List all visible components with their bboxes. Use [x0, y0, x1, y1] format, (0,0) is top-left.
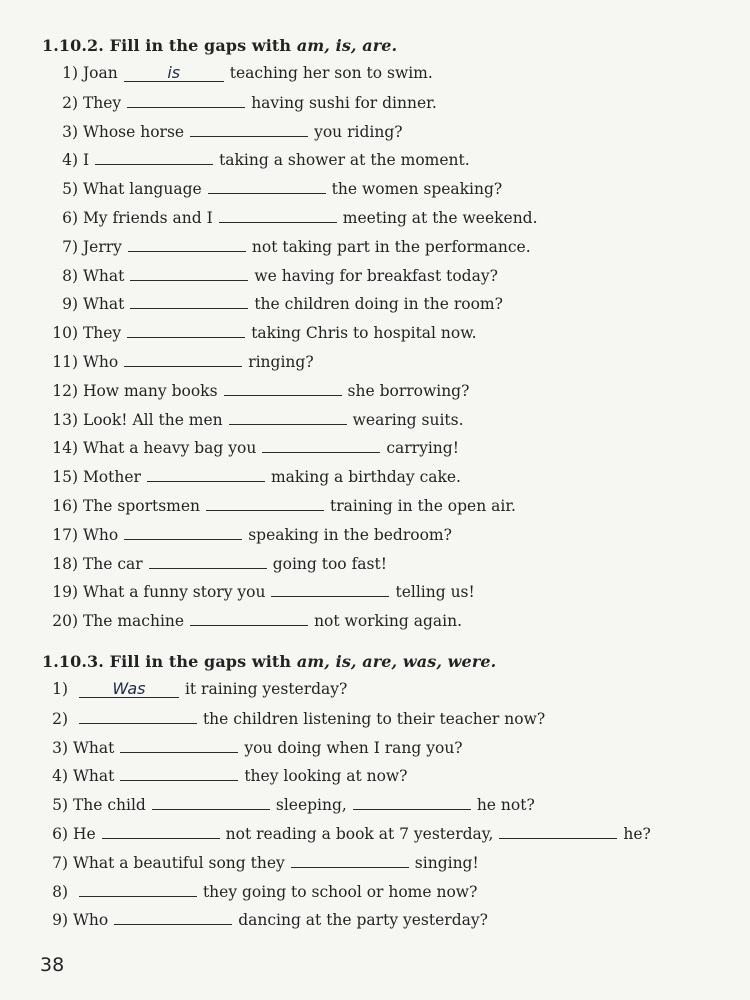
item-text-after: having sushi for dinner.	[251, 93, 437, 112]
answer-blank[interactable]	[190, 609, 308, 626]
answer-blank[interactable]: is	[124, 65, 224, 82]
answer-blank[interactable]	[147, 465, 265, 482]
exercise-item	[48, 264, 498, 286]
item-number: 2)	[52, 709, 68, 728]
item-text-after: you doing when I rang you?	[244, 738, 463, 757]
item-text-before: What	[72, 738, 115, 757]
item-text-before: They	[82, 93, 122, 112]
item-number: 1)	[52, 680, 68, 698]
item-number: 1)	[62, 64, 78, 82]
answer-blank[interactable]	[206, 494, 324, 511]
answer-blank[interactable]	[102, 822, 220, 839]
item-number: 7)	[52, 853, 68, 872]
answer-blank[interactable]	[353, 793, 471, 810]
item-number: 17)	[52, 525, 78, 544]
heading-words: am, is, are, was, were.	[296, 652, 497, 671]
item-number: 18)	[52, 554, 78, 573]
answer-blank[interactable]: Was	[79, 681, 179, 698]
item-text-before: Who	[72, 911, 109, 930]
item-text-after: we having for breakfast today?	[254, 266, 498, 285]
item-text-after: dancing at the party yesterday?	[238, 911, 488, 930]
exercise-item	[48, 379, 469, 401]
exercise-item	[48, 120, 403, 142]
item-number: 3)	[62, 122, 78, 141]
item-number: 5)	[52, 796, 68, 815]
exercise-item	[48, 494, 516, 516]
exercise-item	[44, 851, 479, 873]
item-text-after: going too fast!	[272, 554, 387, 573]
exercise-item	[48, 292, 503, 314]
answer-blank[interactable]	[262, 436, 380, 453]
item-text-before: My friends and I	[82, 209, 213, 227]
item-number: 6)	[62, 209, 78, 227]
item-text-before: Joan	[82, 64, 118, 82]
item-number: 10)	[52, 324, 78, 343]
item-text-before: I	[82, 151, 90, 170]
heading-words: am, is, are.	[296, 36, 398, 55]
answer-blank[interactable]	[208, 177, 326, 194]
exercise-item	[48, 609, 462, 631]
item-text-after: the children doing in the room?	[254, 295, 503, 314]
answer-blank[interactable]	[120, 736, 238, 753]
item-text-after: speaking in the bedroom?	[248, 525, 452, 544]
item-number: 20)	[52, 612, 78, 631]
item-text-before: Whose horse	[82, 122, 185, 141]
page-number: 38	[40, 954, 65, 976]
item-text-after: he not?	[476, 796, 535, 815]
exercise-item	[44, 707, 545, 729]
item-number: 12)	[52, 381, 78, 400]
exercise-item	[48, 206, 538, 228]
answer-blank[interactable]	[229, 408, 347, 425]
item-text-after: she borrowing?	[347, 381, 470, 400]
exercise-item	[44, 908, 488, 930]
item-text-after: wearing suits.	[352, 410, 464, 429]
item-text-after: not working again.	[314, 612, 463, 631]
answer-blank[interactable]	[291, 851, 409, 868]
exercise-item	[48, 148, 470, 170]
item-text-before: What a beautiful song they	[72, 853, 285, 872]
exercise-item	[48, 436, 459, 458]
exercise-item	[48, 62, 433, 84]
item-text-after: taking Chris to hospital now.	[251, 324, 477, 343]
item-text-before: Who	[82, 525, 119, 544]
answer-blank[interactable]	[499, 822, 617, 839]
item-number: 15)	[52, 468, 78, 487]
item-text-after: singing!	[414, 853, 479, 872]
answer-blank[interactable]	[79, 707, 197, 724]
item-text-before: The machine	[82, 612, 185, 631]
item-text-after: it raining yesterday?	[184, 680, 348, 698]
item-text-after: the women speaking?	[331, 180, 503, 199]
exercise-item	[44, 822, 651, 844]
answer-blank[interactable]	[149, 552, 267, 569]
item-text-before: What	[82, 266, 125, 285]
heading-text: Fill in the gaps with	[109, 36, 292, 55]
item-number: 5)	[62, 180, 78, 199]
exercise-item	[48, 350, 314, 372]
item-text-after: he?	[623, 825, 651, 843]
answer-blank[interactable]	[219, 206, 337, 223]
heading-number: 1.10.3.	[42, 652, 104, 671]
item-text-after: not taking part in the performance.	[251, 237, 531, 256]
item-text-before: The child	[72, 796, 146, 815]
item-text-after: training in the open air.	[330, 497, 516, 515]
exercise-item	[48, 177, 502, 199]
item-text-before: What a funny story you	[82, 583, 266, 602]
item-text-before: What a heavy bag you	[82, 439, 257, 458]
item-text-before: The car	[82, 554, 143, 573]
answer-blank[interactable]	[224, 379, 342, 396]
answer-blank[interactable]	[130, 264, 248, 281]
item-text-before: The sportsmen	[82, 497, 201, 515]
exercise-item	[48, 235, 531, 257]
item-text-before: What	[72, 767, 115, 786]
item-text-after: taking a shower at the moment.	[219, 151, 470, 170]
answer-blank[interactable]	[79, 880, 197, 897]
item-number: 4)	[52, 767, 68, 786]
item-number: 3)	[52, 738, 68, 757]
item-text-before: They	[82, 324, 122, 343]
item-text-before: What language	[82, 180, 202, 199]
item-text-before: Who	[82, 353, 119, 371]
exercise-heading-1-10-3	[42, 652, 496, 671]
item-text-before: How many books	[82, 381, 218, 400]
item-number: 9)	[52, 911, 68, 930]
answer-blank[interactable]	[120, 764, 238, 781]
heading-text: Fill in the gaps with	[109, 652, 292, 671]
answer-blank[interactable]	[190, 120, 308, 137]
answer-blank[interactable]	[127, 91, 245, 108]
item-text-before: Jerry	[82, 237, 122, 256]
exercise-item	[44, 793, 535, 815]
item-number: 9)	[62, 295, 78, 314]
item-number: 6)	[52, 825, 68, 843]
exercise-item	[48, 465, 461, 487]
item-number: 8)	[62, 266, 78, 285]
item-text-after: telling us!	[395, 583, 475, 602]
item-text-before: Mother	[82, 468, 141, 487]
item-number: 14)	[52, 439, 78, 458]
item-text-after: sleeping,	[275, 796, 347, 815]
answer-blank[interactable]	[95, 148, 213, 165]
exercise-heading-1-10-2	[42, 36, 397, 55]
item-text-before: Look! All the men	[82, 410, 223, 429]
exercise-item	[44, 880, 477, 902]
item-text-after: the children listening to their teacher now?	[202, 709, 546, 728]
exercise-item	[44, 736, 463, 758]
exercise-item	[48, 552, 387, 574]
item-text-after: you riding?	[314, 122, 403, 141]
exercise-item	[48, 523, 452, 545]
exercise-item	[48, 580, 475, 602]
item-number: 19)	[52, 583, 78, 602]
item-text-before: He	[72, 825, 96, 843]
item-text-after: they going to school or home now?	[202, 882, 478, 901]
item-number: 16)	[52, 497, 78, 515]
item-number: 8)	[52, 882, 68, 901]
answer-blank[interactable]	[127, 321, 245, 338]
item-text-after: teaching her son to swim.	[229, 64, 433, 82]
exercise-item	[48, 321, 477, 343]
item-number: 13)	[52, 410, 78, 429]
answer-blank[interactable]	[130, 292, 248, 309]
item-number: 4)	[62, 151, 78, 170]
item-text-before: What	[82, 295, 125, 314]
answer-blank[interactable]	[124, 523, 242, 540]
exercise-item	[48, 408, 464, 430]
answer-blank[interactable]	[114, 908, 232, 925]
exercise-item	[44, 764, 408, 786]
item-text-after: meeting at the weekend.	[342, 209, 538, 227]
item-text-after: they looking at now?	[244, 767, 408, 786]
answer-blank[interactable]	[128, 235, 246, 252]
answer-blank[interactable]	[271, 580, 389, 597]
item-text-after: ringing?	[248, 353, 314, 371]
heading-number: 1.10.2.	[42, 36, 104, 55]
item-number: 7)	[62, 237, 78, 256]
answer-blank[interactable]	[152, 793, 270, 810]
answer-blank[interactable]	[124, 350, 242, 367]
item-text-after: carrying!	[386, 439, 459, 458]
item-text-after: not reading a book at 7 yesterday,	[225, 825, 494, 843]
exercise-item	[44, 678, 347, 700]
exercise-item	[48, 91, 437, 113]
item-number: 2)	[62, 93, 78, 112]
item-text-after: making a birthday cake.	[270, 468, 461, 487]
item-number: 11)	[52, 353, 78, 371]
